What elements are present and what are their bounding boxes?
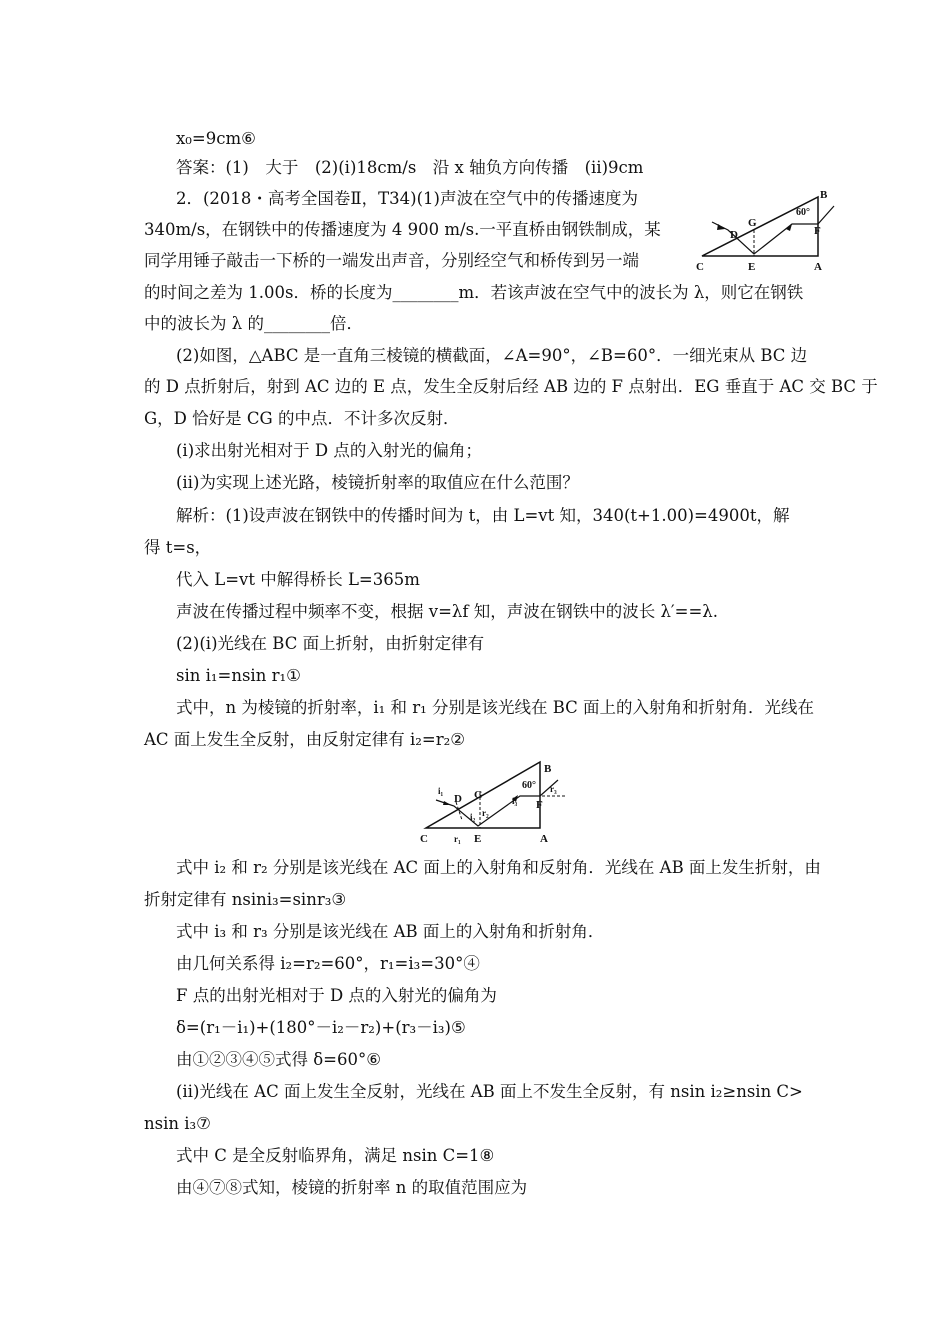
fig2-label-i1: i₁	[438, 786, 444, 796]
text-line-12: (ⅱ)为实现上述光路，棱镜折射率的取值应在什么范围？	[176, 473, 579, 492]
fig2-label-B: B	[544, 763, 552, 775]
text-line-11: (ⅰ)求出射光相对于 D 点的入射光的偏角；	[176, 441, 482, 460]
fig2-label-r3: r₃	[550, 784, 557, 794]
text-line-10: G，D 恰好是 CG 的中点．不计多次反射．	[144, 409, 460, 428]
text-line-16: 声波在传播过程中频率不变，根据 v=λf 知，声波在钢铁中的波长 λ′==λ.	[176, 602, 719, 621]
fig1-label-E: E	[748, 261, 756, 273]
text-line-24: 由几何关系得 i₂=r₂=60°，r₁=i₃=30°④	[176, 954, 480, 973]
fig2-label-i2: i₂	[470, 812, 476, 822]
prism-figure-2	[416, 758, 576, 846]
text-line-27: 由①②③④⑤式得 δ=60°⑥	[176, 1050, 382, 1069]
fig1-label-B: B	[820, 189, 828, 201]
text-line-23: 式中 i₃ 和 r₃ 分别是该光线在 AB 面上的入射角和折射角．	[176, 922, 605, 941]
fig2-label-C: C	[420, 833, 428, 845]
fig2-label-r2: r₂	[482, 808, 489, 818]
fig2-label-F: F	[536, 799, 543, 811]
text-line-8: (2)如图，△ABC 是一直角三棱镜的横截面，∠A=90°，∠B=60°．一细光束从 BC 边	[176, 346, 808, 365]
fig1-label-D: D	[730, 229, 738, 241]
text-line-13: 解析：(1)设声波在钢铁中的传播时间为 t，由 L=vt 知，340(t+1.00)=4900t，解	[176, 506, 790, 525]
text-line-28: (ⅱ)光线在 AC 面上发生全反射，光线在 AB 面上不发生全反射，有 nsin i₂≥nsin C>	[176, 1082, 803, 1101]
fig1-label-F: F	[814, 225, 821, 237]
fig2-label-D: D	[454, 793, 462, 805]
text-line-25: F 点的出射光相对于 D 点的入射光的偏角为	[176, 986, 497, 1005]
fig2-label-r1: r₁	[454, 834, 461, 844]
text-line-29: nsin i₃⑦	[144, 1114, 211, 1133]
text-line-3: 2．(2018・高考全国卷Ⅱ，T34)(1)声波在空气中的传播速度为	[176, 189, 638, 208]
text-line-9: 的 D 点折射后，射到 AC 边的 E 点，发生全反射后经 AB 边的 F 点射出．EG 垂直于 AC 交 BC 于	[144, 377, 878, 396]
fig2-label-A: A	[540, 833, 548, 845]
text-line-14: 得 t=s，	[144, 538, 212, 557]
fig2-label-angle: 60°	[522, 780, 536, 791]
text-line-20: AC 面上发生全反射，由反射定律有 i₂=r₂②	[144, 730, 466, 749]
fig1-label-C: C	[696, 261, 704, 273]
text-line-7: 中的波长为 λ 的________倍．	[144, 314, 363, 333]
text-line-15: 代入 L=vt 中解得桥长 L=365m	[176, 570, 420, 589]
text-line-18: sin i₁=nsin r₁①	[176, 666, 301, 685]
text-line-17: (2)(ⅰ)光线在 BC 面上折射，由折射定律有	[176, 634, 485, 653]
fig2-label-E: E	[474, 833, 482, 845]
text-line-22: 折射定律有 nsini₃=sinr₃③	[144, 890, 347, 909]
text-line-19: 式中，n 为棱镜的折射率，i₁ 和 r₁ 分别是该光线在 BC 面上的入射角和折射角．光线在	[176, 698, 815, 717]
text-line-2: 答案：(1) 大于 (2)(ⅰ)18cm/s 沿 x 轴负方向传播 (ⅱ)9cm	[176, 158, 644, 177]
fig1-label-angle: 60°	[796, 207, 810, 218]
text-line-5: 同学用锤子敲击一下桥的一端发出声音，分别经空气和桥传到另一端	[144, 251, 639, 270]
text-line-26: δ=(r₁－i₁)+(180°－i₂－r₂)+(r₃－i₃)⑤	[176, 1018, 466, 1037]
text-line-21: 式中 i₂ 和 r₂ 分别是该光线在 AC 面上的入射角和反射角．光线在 AB 面上发生折射，由	[176, 858, 821, 877]
text-line-6: 的时间之差为 1.00s．桥的长度为________m．若该声波在空气中的波长为 λ，则它在钢铁	[144, 283, 804, 302]
text-line-31: 由④⑦⑧式知，棱镜的折射率 n 的取值范围应为	[176, 1178, 528, 1197]
text-line-30: 式中 C 是全反射临界角，满足 nsin C=1⑧	[176, 1146, 495, 1165]
prism-figure-1	[692, 188, 842, 276]
text-line-4: 340m/s，在钢铁中的传播速度为 4 900 m/s.一平直桥由钢铁制成，某	[144, 220, 661, 239]
fig2-label-i3: i₃	[512, 796, 518, 806]
fig1-label-G: G	[748, 217, 757, 229]
fig2-label-G: G	[474, 789, 483, 801]
fig1-label-A: A	[814, 261, 822, 273]
text-line-1: x₀=9cm⑥	[176, 129, 256, 148]
